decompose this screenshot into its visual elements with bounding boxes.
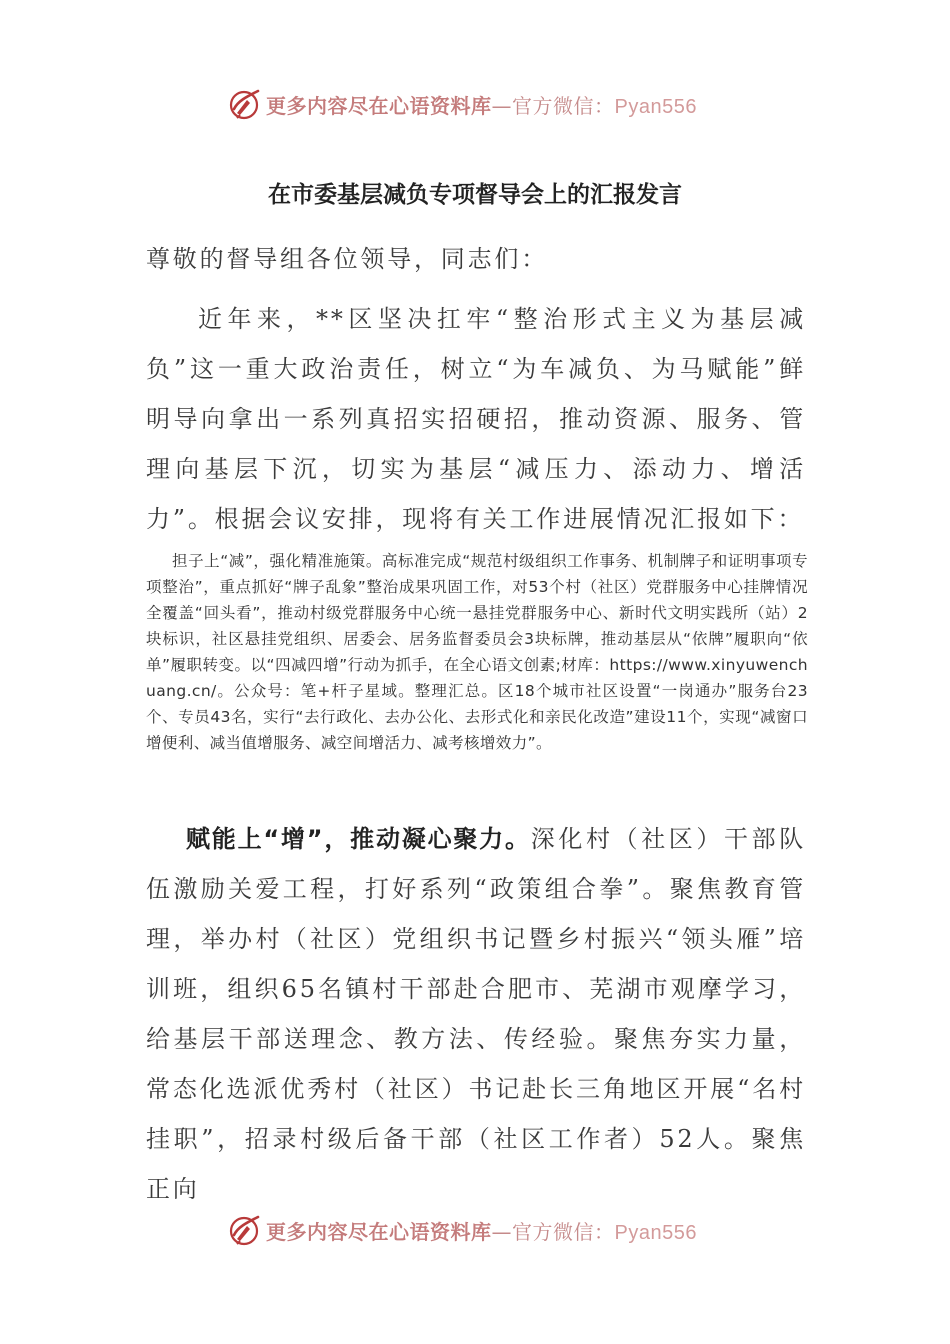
header-watermark-banner [228,84,697,124]
document-title: 在市委基层减负专项督导会上的汇报发言 [268,182,682,208]
paragraph-body: 深化村（社区）干部队伍激励关爱工程，打好系列“政策组合拳”。聚焦教育管理，举办村（社区）党组织书记暨乡村振兴“领头雁”培训班，组织65名镇村干部赴合肥市、芜湖市观摩学习，给基层干部送理念、教方法、传经验。聚焦夯实力量，常态化选派优秀村（社区）书记赴长三角地区开展“名村挂职”，招录村级后备干部（社区工作者）52人。聚焦正向 [146,825,807,1203]
salutation: 尊敬的督导组各位领导，同志们： [146,245,548,273]
intro-paragraph: 近年来，**区坚决扛牢“整治形式主义为基层减负”这一重大政治责任，树立“为车减负、为马赋能”鲜明导向拿出一系列真招实招硬招，推动资源、服务、管理向基层下沉，切实为基层“减压力、添动力、增活力”。根据会议安排，现将有关工作进展情况汇报如下： [146,305,806,533]
pen-logo-icon [228,87,262,121]
pen-logo-icon [228,1213,262,1247]
footer-watermark-banner [228,1210,697,1250]
empowerment-paragraph [146,814,806,1214]
watermark-text: 更多内容尽在心语资料库—官方微信：Pyan556 [266,1219,697,1244]
paragraph-lead-heading: 赋能上“增”，推动凝心聚力。 [186,825,531,853]
watermark-text: 更多内容尽在心语资料库—官方微信：Pyan556 [266,93,697,118]
burden-reduction-paragraph: 担子上“减”，强化精准施策。高标准完成“规范村级组织工作事务、机制牌子和证明事项专项整治”，重点抓好“牌子乱象”整治成果巩固工作，对53个村（社区）党群服务中心挂牌情况全覆盖“回头看”，推动村级党群服务中心统一悬挂党群服务中心、新时代文明实践所（站）2块标识，社区悬挂党组织、居委会、居务监督委员会3块标牌，推动基层从“依牌”履职向“依单”履职转变。以“四减四增”行动为抓手，在全心语文创素;材库：https://www.xinyuwenchuang.cn/。公众号：笔+杆子星域。整理汇总。区18个城市社区设置“一岗通办”服务台23个、专员43名，实行“去行政化、去办公化、去形式化和亲民化改造”建设11个，实现“减窗口增便利、减当值增服务、减空间增活力、减考核增效力”。 [146,552,808,752]
